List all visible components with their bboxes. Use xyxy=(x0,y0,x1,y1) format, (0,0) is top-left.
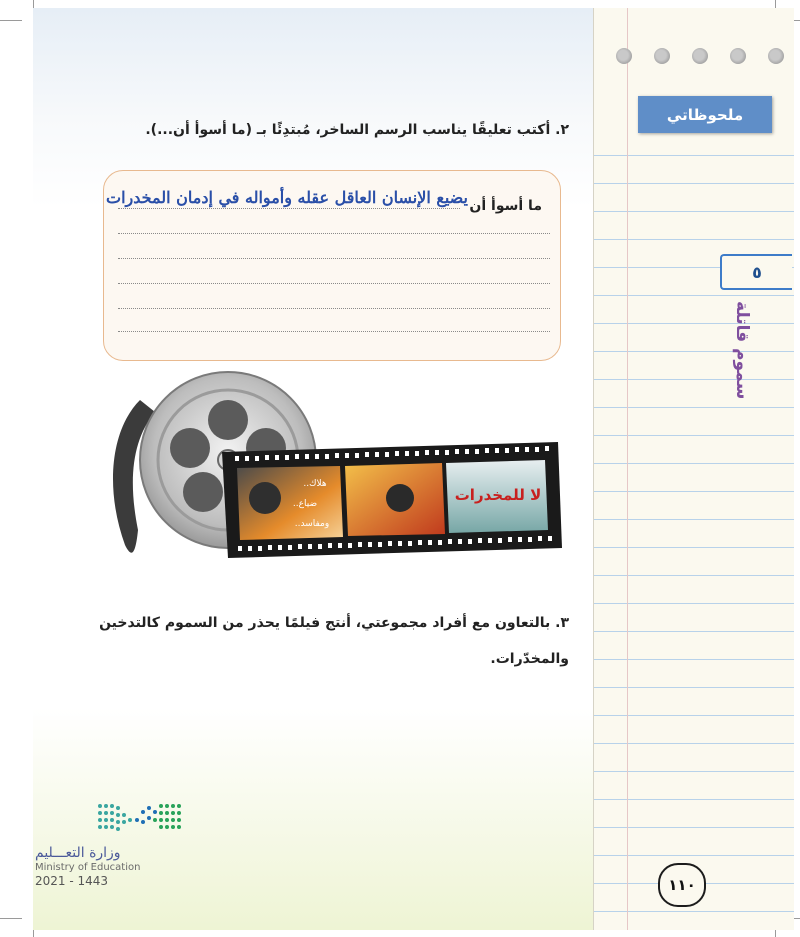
frame-slogan-text: لا للمخدرات xyxy=(454,486,542,504)
page-number: ١١٠ xyxy=(658,863,706,907)
binder-hole-icon xyxy=(768,48,784,64)
edition-year: 2021 - 1443 xyxy=(35,874,109,888)
crop-mark xyxy=(0,20,22,21)
crop-mark xyxy=(0,918,22,919)
binder-hole-icon xyxy=(730,48,746,64)
film-reel-illustration xyxy=(100,370,570,600)
notes-tab: ملحوظاتي xyxy=(638,96,772,133)
answer-line xyxy=(118,233,550,234)
crop-mark xyxy=(33,930,34,937)
answer-prefix: ما أسوأ أن xyxy=(469,198,542,214)
answer-line xyxy=(118,208,460,209)
frame-text-line: هلاك.. xyxy=(303,479,327,489)
ministry-name-arabic: وزارة التعـــليم xyxy=(35,845,121,861)
exercise-2-prompt: ٢. أكتب تعليقًا يناسب الرسم الساخر، مُبتدِئًا بـ (ما أسوأ أن...). xyxy=(145,122,569,138)
ministry-logo xyxy=(95,800,185,836)
crop-mark xyxy=(33,0,34,8)
frame-text-line: ومفاسد.. xyxy=(294,519,330,529)
exercise-3-line-1: ٣. بالتعاون مع أفراد مجموعتي، أنتج فيلمًا يحذر من السموم كالتدخين xyxy=(99,615,569,631)
exercise-3-prompt xyxy=(49,605,569,677)
answer-box xyxy=(103,170,561,361)
binder-hole-icon xyxy=(654,48,670,64)
crop-mark xyxy=(775,0,776,8)
binder-hole-icon xyxy=(616,48,632,64)
unit-number-badge: ٥ xyxy=(720,254,792,290)
frame-text-line: ضياع.. xyxy=(292,499,318,509)
handwritten-answer[interactable]: يضيع الإنسان العاقل عقله وأمواله في إدمان المخدرات xyxy=(106,188,468,207)
ministry-name-english: Ministry of Education xyxy=(35,862,141,873)
binder-hole-icon xyxy=(692,48,708,64)
unit-title: سموم قاتلة xyxy=(732,301,752,400)
notebook-margin-line xyxy=(627,8,628,930)
answer-line xyxy=(118,283,550,284)
answer-line xyxy=(118,308,550,309)
exercise-3-line-2: والمخدّرات. xyxy=(490,651,569,667)
answer-line xyxy=(118,258,550,259)
crop-mark xyxy=(775,930,776,937)
answer-line xyxy=(118,331,550,332)
notes-notebook xyxy=(593,8,794,930)
